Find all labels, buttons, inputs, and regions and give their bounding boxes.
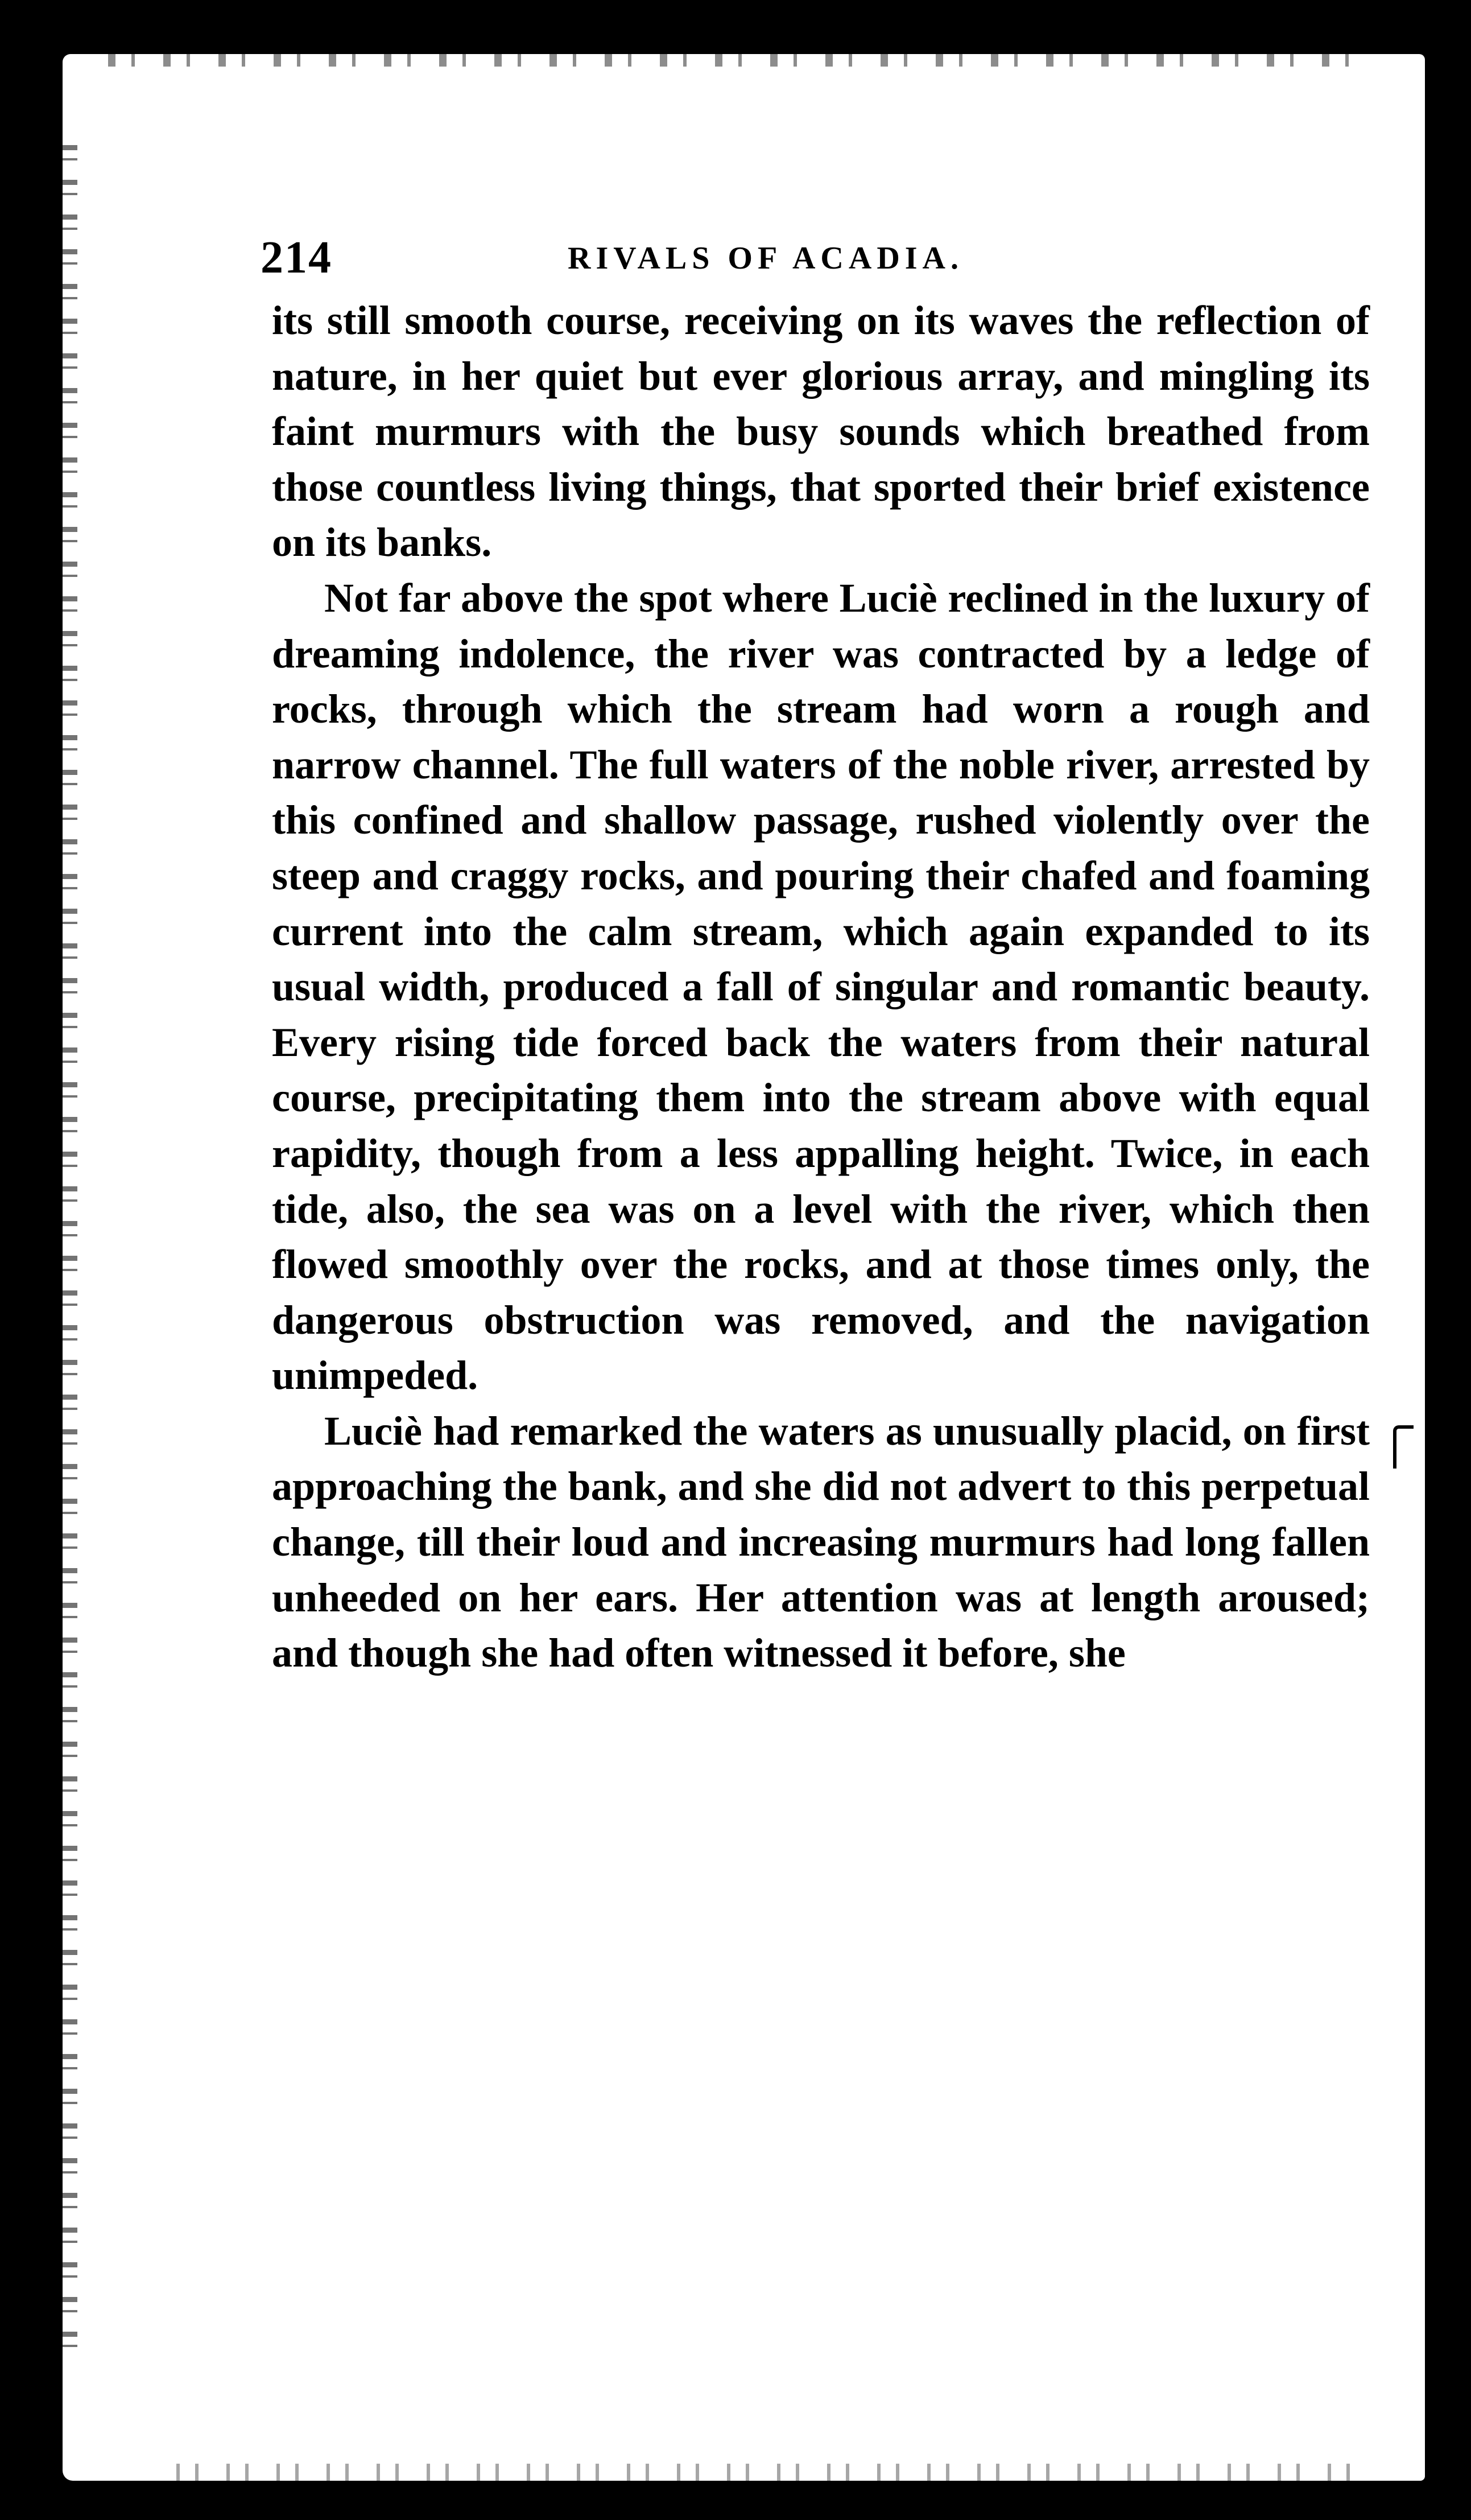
paragraph-continued: its still smooth course, receiving on its waves the reflection of nature, in her quiet but ever glorious array, and mingling its faint murmurs with the busy sounds which breathed from those countless living things, that sported their brief existence on its banks.: [272, 298, 1370, 566]
paragraph-lucie: Luciè had remarked the waters as unusually placid, on first approaching the bank, and she did not advert to this perpetual change, till their loud and increasing murmurs had long fallen unheeded on her ears. Her attention was at length aroused; and though she had often witnessed it before, she: [272, 1408, 1370, 1676]
page-margin-mark: [1393, 1425, 1414, 1469]
scan-edge-bottom: [176, 2464, 1371, 2481]
page-header: [261, 232, 1370, 300]
scan-edge-left: [63, 145, 77, 2364]
running-title: RIVALS OF ACADIA.: [568, 241, 964, 276]
paragraph-river-fall: Not far above the spot where Luciè reclined in the luxury of dreaming indolence, the river was contracted by a ledge of rocks, through which the stream had worn a rough and narrow channel. The full waters of the noble river, arrested by this confined and shallow passage, rushed violently over the steep and craggy rocks, and pouring their chafed and foaming current into the calm stream, which again expanded to its usual width, produced a fall of singular and romantic beauty. Every rising tide forced back the waters from their natural course, precipitating them into the stream above with equal rapidity, though from a less appalling height. Twice, in each tide, also, the sea was on a level with the river, which then flowed smoothly over the rocks, and at those times only, the dangerous obstruction was removed, and the navigation unimpeded.: [272, 575, 1370, 1399]
page-number: 214: [261, 233, 332, 283]
body-text: [272, 293, 1370, 1681]
scan-edge-top: [108, 54, 1360, 67]
